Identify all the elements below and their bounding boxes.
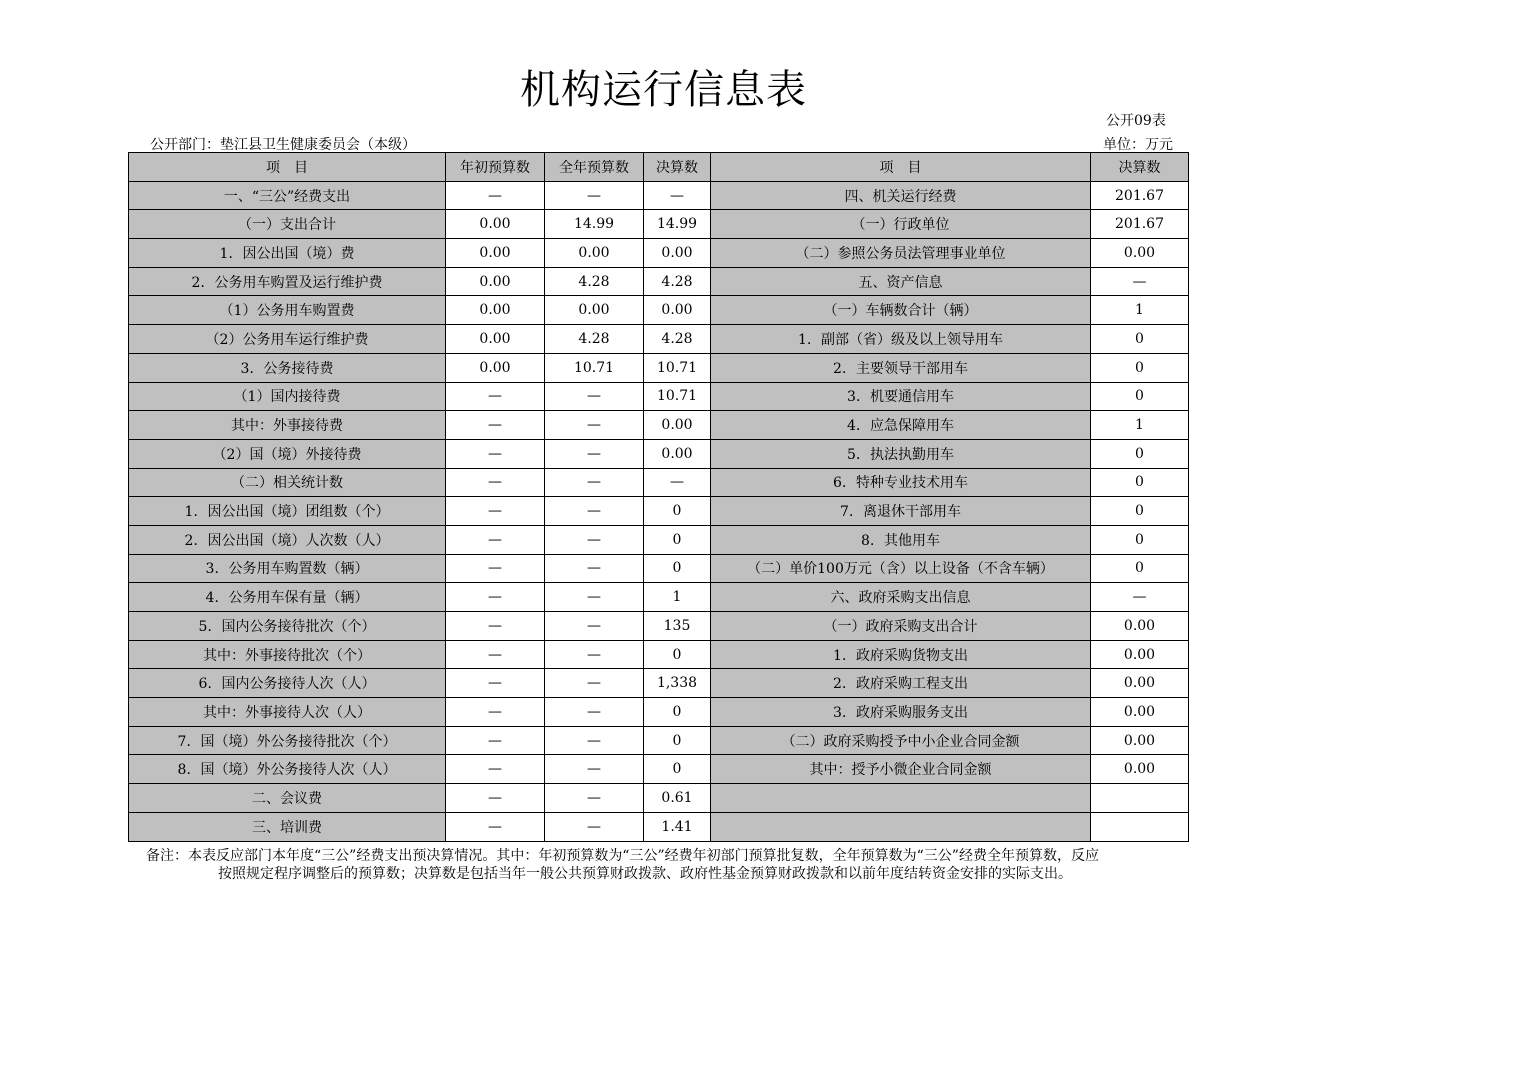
row-right-item-label: （二）参照公务员法管理事业单位 (711, 239, 1091, 268)
row-final-account: 0.00 (644, 439, 711, 468)
row-item-label: （2）国（境）外接待费 (129, 439, 446, 468)
row-item-label: （二）相关统计数 (129, 468, 446, 497)
row-right-item-label: 5．执法执勤用车 (711, 439, 1091, 468)
footnote-line-1: 备注：本表反应部门本年度“三公”经费支出预决算情况。其中：年初预算数为“三公”经费年初部门预算批复数，全年预算数为“三公”经费全年预算数，反应 (146, 848, 1099, 864)
row-right-item-label (711, 812, 1091, 841)
row-full-budget: — (545, 411, 644, 440)
row-final-account: 0.00 (644, 296, 711, 325)
row-final-account: — (644, 468, 711, 497)
row-full-budget: 0.00 (545, 296, 644, 325)
row-final-account: 0 (644, 755, 711, 784)
row-right-final: 0.00 (1091, 640, 1189, 669)
row-right-final: 0 (1091, 382, 1189, 411)
row-initial-budget: — (446, 784, 545, 813)
row-final-account: — (644, 181, 711, 210)
row-right-final: 0 (1091, 325, 1189, 354)
row-right-item-label (711, 784, 1091, 813)
row-initial-budget: — (446, 669, 545, 698)
row-item-label: 6．国内公务接待人次（人） (129, 669, 446, 698)
row-item-label: 其中：外事接待费 (129, 411, 446, 440)
row-right-final: 1 (1091, 296, 1189, 325)
row-right-final: 0 (1091, 554, 1189, 583)
row-final-account: 4.28 (644, 267, 711, 296)
row-right-item-label: 四、机关运行经费 (711, 181, 1091, 210)
department-label: 公开部门：垫江县卫生健康委员会（本级） (150, 137, 416, 153)
row-initial-budget: — (446, 497, 545, 526)
row-right-item-label: 六、政府采购支出信息 (711, 583, 1091, 612)
row-initial-budget: 0.00 (446, 239, 545, 268)
row-right-item-label: 4．应急保障用车 (711, 411, 1091, 440)
row-right-final: 201.67 (1091, 210, 1189, 239)
table-row (129, 525, 1189, 554)
row-initial-budget: — (446, 439, 545, 468)
row-initial-budget: 0.00 (446, 353, 545, 382)
row-right-final: 0 (1091, 353, 1189, 382)
header-right-final: 决算数 (1091, 153, 1189, 182)
row-item-label: 5．国内公务接待批次（个） (129, 612, 446, 641)
table-row (129, 296, 1189, 325)
row-full-budget: 4.28 (545, 267, 644, 296)
row-right-item-label: （一）行政单位 (711, 210, 1091, 239)
row-item-label: 4．公务用车保有量（辆） (129, 583, 446, 612)
row-full-budget: — (545, 612, 644, 641)
row-right-final: 201.67 (1091, 181, 1189, 210)
row-full-budget: — (545, 583, 644, 612)
row-full-budget: — (545, 181, 644, 210)
row-final-account: 0.00 (644, 239, 711, 268)
row-right-final: 1 (1091, 411, 1189, 440)
row-item-label: 三、培训费 (129, 812, 446, 841)
row-full-budget: — (545, 468, 644, 497)
table-row (129, 698, 1189, 727)
row-item-label: 一、“三公”经费支出 (129, 181, 446, 210)
row-full-budget: — (545, 497, 644, 526)
row-item-label: （一）支出合计 (129, 210, 446, 239)
row-final-account: 0 (644, 726, 711, 755)
table-row (129, 239, 1189, 268)
row-item-label: 7．国（境）外公务接待批次（个） (129, 726, 446, 755)
page-title: 机构运行信息表 (520, 67, 807, 113)
row-right-final: — (1091, 267, 1189, 296)
table-row (129, 468, 1189, 497)
footnote-line-2: 按照规定程序调整后的预算数；决算数是包括当年一般公共预算财政拨款、政府性基金预算财政拨款和以前年度结转资金安排的实际支出。 (218, 866, 1072, 882)
table-row (129, 181, 1189, 210)
table-row (129, 755, 1189, 784)
row-initial-budget: — (446, 812, 545, 841)
row-item-label: 二、会议费 (129, 784, 446, 813)
row-right-item-label: 6．特种专业技术用车 (711, 468, 1091, 497)
row-right-item-label: （一）车辆数合计（辆） (711, 296, 1091, 325)
row-right-final: 0 (1091, 497, 1189, 526)
table-row (129, 325, 1189, 354)
row-right-final: 0 (1091, 468, 1189, 497)
table-header-row (129, 153, 1189, 182)
row-right-item-label: （一）政府采购支出合计 (711, 612, 1091, 641)
table-row (129, 439, 1189, 468)
row-item-label: 2．因公出国（境）人次数（人） (129, 525, 446, 554)
header-left-item: 项 目 (129, 153, 446, 182)
row-right-item-label: 五、资产信息 (711, 267, 1091, 296)
row-final-account: 14.99 (644, 210, 711, 239)
row-right-final: — (1091, 583, 1189, 612)
row-item-label: （1）国内接待费 (129, 382, 446, 411)
header-right-item: 项 目 (711, 153, 1091, 182)
table-row (129, 382, 1189, 411)
footnote (128, 847, 1190, 883)
row-full-budget: 14.99 (545, 210, 644, 239)
table-row (129, 640, 1189, 669)
row-final-account: 1,338 (644, 669, 711, 698)
row-final-account: 4.28 (644, 325, 711, 354)
row-item-label: 其中：外事接待人次（人） (129, 698, 446, 727)
row-item-label: 8．国（境）外公务接待人次（人） (129, 755, 446, 784)
row-full-budget: — (545, 439, 644, 468)
row-final-account: 1.41 (644, 812, 711, 841)
row-right-item-label: 7．离退休干部用车 (711, 497, 1091, 526)
row-full-budget: — (545, 669, 644, 698)
table-row (129, 210, 1189, 239)
budget-table (128, 152, 1189, 842)
header-full-budget: 全年预算数 (545, 153, 644, 182)
row-final-account: 0 (644, 698, 711, 727)
row-right-final: 0.00 (1091, 755, 1189, 784)
row-right-item-label: 其中：授予小微企业合同金额 (711, 755, 1091, 784)
row-initial-budget: — (446, 612, 545, 641)
table-row (129, 411, 1189, 440)
row-right-item-label: 2．政府采购工程支出 (711, 669, 1091, 698)
row-right-item-label: 2．主要领导干部用车 (711, 353, 1091, 382)
row-right-item-label: 1．政府采购货物支出 (711, 640, 1091, 669)
table-row (129, 784, 1189, 813)
row-full-budget: — (545, 726, 644, 755)
row-initial-budget: — (446, 640, 545, 669)
row-item-label: （2）公务用车运行维护费 (129, 325, 446, 354)
table-row (129, 812, 1189, 841)
row-right-final: 0 (1091, 439, 1189, 468)
row-initial-budget: 0.00 (446, 210, 545, 239)
row-full-budget: — (545, 554, 644, 583)
row-final-account: 10.71 (644, 353, 711, 382)
row-initial-budget: — (446, 468, 545, 497)
row-final-account: 0 (644, 525, 711, 554)
row-initial-budget: — (446, 726, 545, 755)
row-item-label: 2．公务用车购置及运行维护费 (129, 267, 446, 296)
row-full-budget: 10.71 (545, 353, 644, 382)
row-final-account: 0 (644, 497, 711, 526)
row-item-label: 1．因公出国（境）费 (129, 239, 446, 268)
row-final-account: 0.61 (644, 784, 711, 813)
table-row (129, 554, 1189, 583)
row-initial-budget: — (446, 382, 545, 411)
row-initial-budget: — (446, 411, 545, 440)
row-initial-budget: — (446, 525, 545, 554)
table-row (129, 353, 1189, 382)
row-right-final: 0.00 (1091, 239, 1189, 268)
table-row (129, 669, 1189, 698)
row-right-item-label: 8．其他用车 (711, 525, 1091, 554)
row-initial-budget: — (446, 698, 545, 727)
row-right-final: 0 (1091, 525, 1189, 554)
row-initial-budget: — (446, 755, 545, 784)
row-full-budget: — (545, 640, 644, 669)
row-item-label: 1．因公出国（境）团组数（个） (129, 497, 446, 526)
unit-label: 单位：万元 (1103, 137, 1173, 153)
row-right-item-label: （二）政府采购授予中小企业合同金额 (711, 726, 1091, 755)
row-initial-budget: 0.00 (446, 296, 545, 325)
table-row (129, 267, 1189, 296)
header-initial-budget: 年初预算数 (446, 153, 545, 182)
row-final-account: 135 (644, 612, 711, 641)
row-right-item-label: （二）单价100万元（含）以上设备（不含车辆） (711, 554, 1091, 583)
row-initial-budget: 0.00 (446, 267, 545, 296)
row-item-label: （1）公务用车购置费 (129, 296, 446, 325)
form-number: 公开09表 (1106, 113, 1166, 129)
row-right-final (1091, 784, 1189, 813)
row-initial-budget: — (446, 181, 545, 210)
row-full-budget: — (545, 525, 644, 554)
row-right-item-label: 1．副部（省）级及以上领导用车 (711, 325, 1091, 354)
row-right-final: 0.00 (1091, 669, 1189, 698)
row-full-budget: — (545, 784, 644, 813)
row-right-final: 0.00 (1091, 612, 1189, 641)
row-item-label: 其中：外事接待批次（个） (129, 640, 446, 669)
row-initial-budget: — (446, 583, 545, 612)
row-final-account: 10.71 (644, 382, 711, 411)
table-row (129, 583, 1189, 612)
row-full-budget: — (545, 812, 644, 841)
row-final-account: 0 (644, 640, 711, 669)
row-right-final: 0.00 (1091, 698, 1189, 727)
table-row (129, 497, 1189, 526)
row-full-budget: 4.28 (545, 325, 644, 354)
row-final-account: 1 (644, 583, 711, 612)
row-full-budget: — (545, 698, 644, 727)
row-item-label: 3．公务用车购置数（辆） (129, 554, 446, 583)
table-row (129, 612, 1189, 641)
header-final-account: 决算数 (644, 153, 711, 182)
row-final-account: 0.00 (644, 411, 711, 440)
row-initial-budget: 0.00 (446, 325, 545, 354)
row-full-budget: — (545, 755, 644, 784)
row-right-item-label: 3．政府采购服务支出 (711, 698, 1091, 727)
row-final-account: 0 (644, 554, 711, 583)
row-full-budget: — (545, 382, 644, 411)
row-item-label: 3．公务接待费 (129, 353, 446, 382)
row-initial-budget: — (446, 554, 545, 583)
table-row (129, 726, 1189, 755)
row-right-item-label: 3．机要通信用车 (711, 382, 1091, 411)
row-right-final (1091, 812, 1189, 841)
row-right-final: 0.00 (1091, 726, 1189, 755)
row-full-budget: 0.00 (545, 239, 644, 268)
